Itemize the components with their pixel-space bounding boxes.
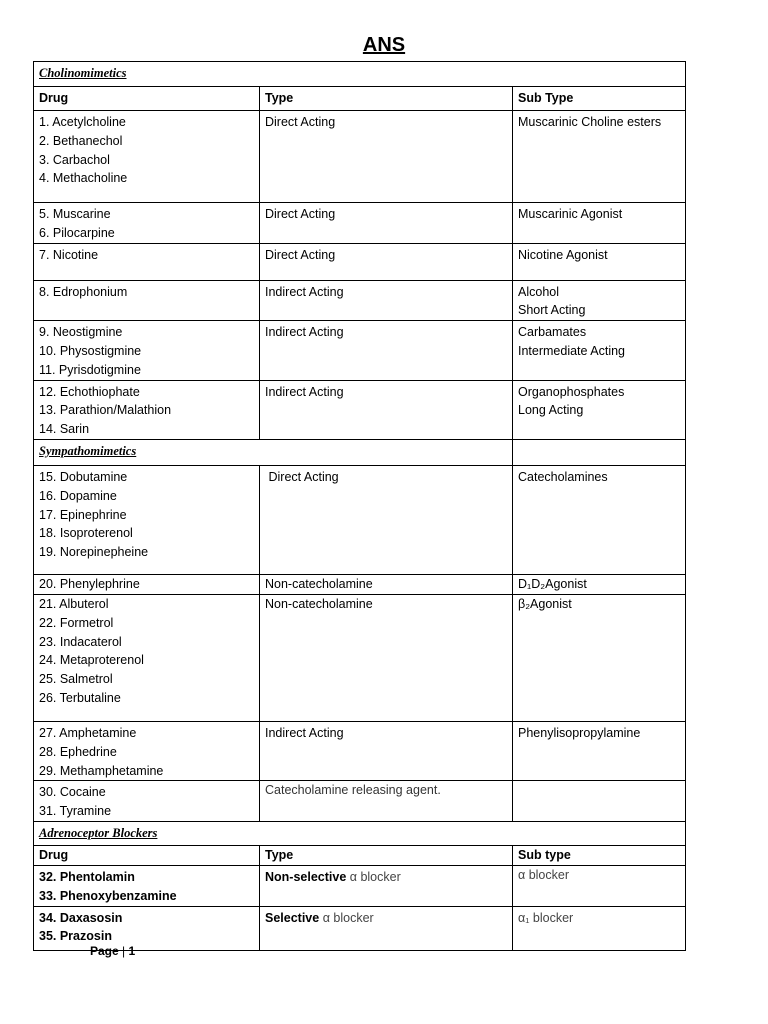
- type-cell: Direct Acting: [260, 111, 513, 203]
- type-cell: Non-catecholamine: [260, 594, 513, 721]
- table-row: [34, 380, 686, 439]
- drug-list: 9. Neostigmine 10. Physostigmine 11. Pyrisdotigmine: [34, 321, 260, 380]
- empty-cell: [513, 781, 686, 822]
- header-drug: Drug: [34, 87, 260, 111]
- drug-list: 34. Daxasosin 35. Prazosin: [34, 906, 260, 950]
- type-cell: Direct Acting: [260, 203, 513, 244]
- table-row: [34, 280, 686, 321]
- subtype-cell: Nicotine Agonist: [513, 243, 686, 280]
- type-cell: Indirect Acting: [260, 280, 513, 321]
- drug-list: 8. Edrophonium: [34, 280, 260, 321]
- subtype-cell: α₁ blocker: [513, 906, 686, 950]
- subtype-cell: Carbamates Intermediate Acting: [513, 321, 686, 380]
- type-cell: Selective α blocker: [260, 906, 513, 950]
- type-cell: Catecholamine releasing agent.: [260, 781, 513, 822]
- type-cell: Direct Acting: [260, 243, 513, 280]
- drug-list: 7. Nicotine: [34, 243, 260, 280]
- type-cell: Non-catecholamine: [260, 574, 513, 594]
- header-drug: Drug: [34, 845, 260, 865]
- table-row: [34, 594, 686, 721]
- section-title: Sympathomimetics: [34, 439, 513, 465]
- table-row: [34, 111, 686, 203]
- section-row-cholinomimetics: [34, 62, 686, 87]
- type-cell: Direct Acting: [260, 465, 513, 574]
- table-row: [34, 203, 686, 244]
- section-row-adrenoceptor-blockers: [34, 821, 686, 845]
- subtype-cell: Catecholamines: [513, 465, 686, 574]
- drug-list: 21. Albuterol 22. Formetrol 23. Indacaterol 24. Metaproterenol 25. Salmetrol 26. Terbutaline: [34, 594, 260, 721]
- drug-list: 30. Cocaine 31. Tyramine: [34, 781, 260, 822]
- subtype-cell: Phenylisopropylamine: [513, 721, 686, 780]
- drug-table: [33, 61, 686, 951]
- empty-cell: [513, 439, 686, 465]
- subtype-cell: β₂Agonist: [513, 594, 686, 721]
- table-row: [34, 781, 686, 822]
- section-row-sympathomimetics: [34, 439, 686, 465]
- type-cell: Indirect Acting: [260, 721, 513, 780]
- section-title: Cholinomimetics: [34, 62, 686, 87]
- subtype-cell: Muscarinic Agonist: [513, 203, 686, 244]
- table-row: [34, 243, 686, 280]
- type-cell: Indirect Acting: [260, 380, 513, 439]
- subtype-cell: Organophosphates Long Acting: [513, 380, 686, 439]
- header-subtype: Sub Type: [513, 87, 686, 111]
- page-title: ANS: [362, 34, 406, 56]
- drug-list: 27. Amphetamine 28. Ephedrine 29. Methamphetamine: [34, 721, 260, 780]
- table-row: [34, 465, 686, 574]
- subtype-cell: Alcohol Short Acting: [513, 280, 686, 321]
- drug-list: 32. Phentolamin 33. Phenoxybenzamine: [34, 865, 260, 906]
- header-row: [34, 87, 686, 111]
- table-row: [34, 865, 686, 906]
- header-type: Type: [260, 87, 513, 111]
- drug-list: 1. Acetylcholine 2. Bethanechol 3. Carbachol 4. Methacholine: [34, 111, 260, 203]
- drug-list: 12. Echothiophate 13. Parathion/Malathion 14. Sarin: [34, 380, 260, 439]
- type-cell: Indirect Acting: [260, 321, 513, 380]
- header-type: Type: [260, 845, 513, 865]
- drug-list: 5. Muscarine 6. Pilocarpine: [34, 203, 260, 244]
- subtype-cell: Muscarinic Choline esters: [513, 111, 686, 203]
- subtype-cell: D₁D₂Agonist: [513, 574, 686, 594]
- section-title: Adrenoceptor Blockers: [34, 821, 686, 845]
- table-row: [34, 721, 686, 780]
- header-row: [34, 845, 686, 865]
- table-row: [34, 321, 686, 380]
- drug-list: 20. Phenylephrine: [34, 574, 260, 594]
- subtype-cell: α blocker: [513, 865, 686, 906]
- header-subtype: Sub type: [513, 845, 686, 865]
- type-cell: Non-selective α blocker: [260, 865, 513, 906]
- table-row: [34, 574, 686, 594]
- drug-list: 15. Dobutamine 16. Dopamine 17. Epinephrine 18. Isoproterenol 19. Norepinepheine: [34, 465, 260, 574]
- page-footer: Page | 1: [90, 944, 136, 958]
